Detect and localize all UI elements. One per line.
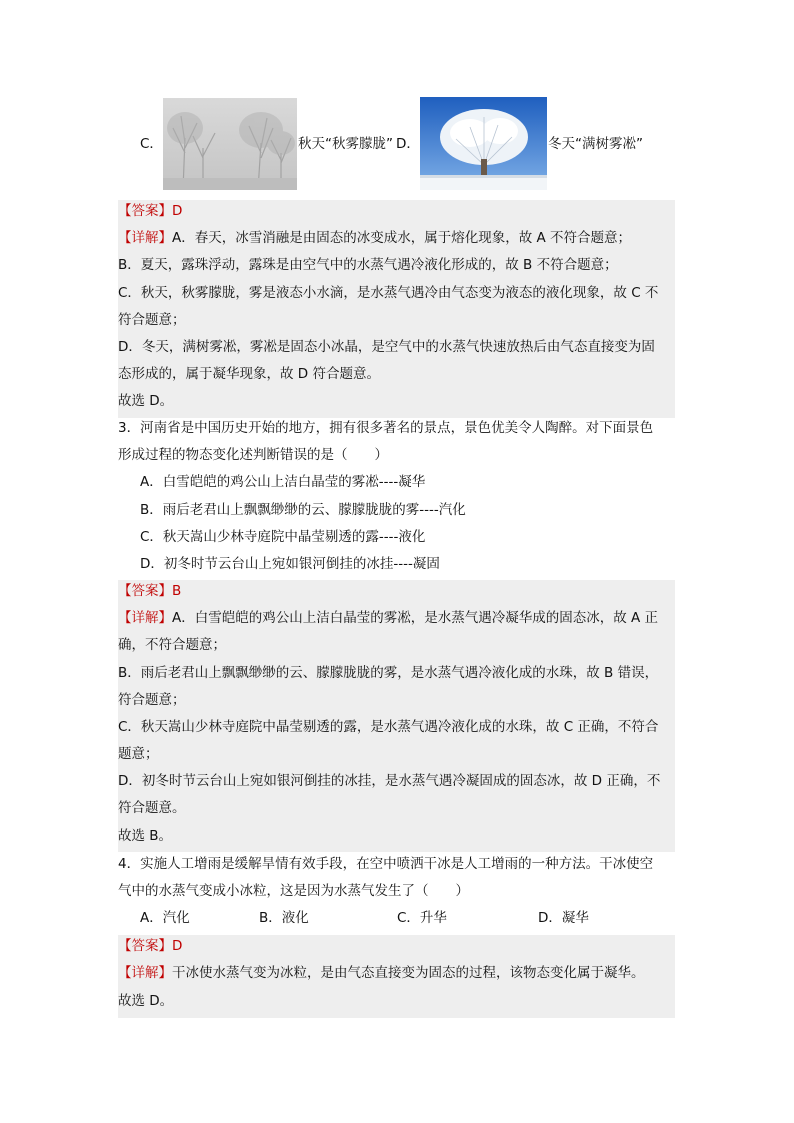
q2-detail-line-2: B．夏天，露珠浮动，露珠是由空气中的水蒸气遇冷液化形成的，故 B 不符合题意； [118, 257, 618, 273]
q4-option-a: A．汽化 [140, 910, 190, 926]
answer-tag: 【答案】 [118, 203, 172, 219]
q4-conclusion: 故选 D。 [118, 993, 174, 1009]
answer-value: D [172, 938, 183, 954]
q3-detail-line-1 [118, 608, 658, 628]
option-d-label: D． [396, 136, 420, 152]
option-c-label: C． [140, 136, 163, 152]
answer-tag: 【答案】 [118, 938, 172, 954]
q3-option-d: D．初冬时节云台山上宛如银河倒挂的冰挂----凝固 [140, 556, 440, 572]
detail-text: A．白雪皑皑的鸡公山上洁白晶莹的雾凇，是水蒸气遇冷凝华成的固态冰，故 A 正 [172, 610, 659, 626]
option-d-caption: 冬天“满树雾凇” [548, 136, 643, 152]
q2-detail-line-3: C．秋天，秋雾朦胧，雾是液态小水滴，是水蒸气遇冷由气态变为液态的液化现象，故 C 不 [118, 285, 659, 301]
answer-tag: 【答案】 [118, 583, 172, 599]
rime-tree-image [420, 97, 547, 190]
q2-detail-line-1 [118, 228, 631, 248]
q3-stem-line-2: 形成过程的物态变化述判断错误的是（ ） [118, 447, 388, 463]
q3-option-c: C．秋天嵩山少林寺庭院中晶莹剔透的露----液化 [140, 529, 426, 545]
q3-answer [118, 581, 181, 601]
q3-detail-line-7: D．初冬时节云台山上宛如银河倒挂的冰挂，是水蒸气遇冷凝固成的固态冰，故 D 正确，不 [118, 773, 661, 789]
answer-value: B [172, 583, 182, 599]
q3-option-b: B．雨后老君山上飘飘缈缈的云、朦朦胧胧的雾----汽化 [140, 502, 466, 518]
detail-tag: 【详解】 [118, 230, 172, 246]
foggy-trees-image [163, 98, 297, 190]
q2-detail-line-5: D．冬天，满树雾凇，雾凇是固态小冰晶，是空气中的水蒸气快速放热后由气态直接变为固 [118, 339, 655, 355]
answer-value: D [172, 203, 183, 219]
q3-detail-line-2: 确，不符合题意； [118, 637, 226, 653]
q3-detail-line-8: 符合题意。 [118, 800, 186, 816]
detail-text: 干冰使水蒸气变为冰粒，是由气态直接变为固态的过程，该物态变化属于凝华。 [172, 965, 645, 981]
q3-stem-line-1: 3．河南省是中国历史开始的地方，拥有很多著名的景点，景色优美令人陶醉。对下面景色 [118, 420, 654, 436]
q4-option-c: C．升华 [397, 910, 447, 926]
q3-detail-line-3: B．雨后老君山上飘飘缈缈的云、朦朦胧胧的雾，是水蒸气遇冷液化成的水珠，故 B 错误， [118, 665, 659, 681]
q2-answer [118, 201, 182, 221]
q4-detail-line-1 [118, 963, 645, 983]
q3-detail-line-4: 符合题意； [118, 692, 186, 708]
q4-option-b: B．液化 [259, 910, 309, 926]
detail-text: A．春天，冰雪消融是由固态的冰变成水，属于熔化现象，故 A 不符合题意； [172, 230, 632, 246]
q4-stem-line-1: 4．实施人工增雨是缓解旱情有效手段，在空中喷洒干冰是人工增雨的一种方法。干冰使空 [118, 856, 654, 872]
q2-conclusion: 故选 D。 [118, 393, 174, 409]
q2-detail-line-4: 符合题意； [118, 312, 186, 328]
q2-detail-line-6: 态形成的，属于凝华现象，故 D 符合题意。 [118, 366, 380, 382]
q3-conclusion: 故选 B。 [118, 828, 173, 844]
detail-tag: 【详解】 [118, 610, 172, 626]
q3-detail-line-6: 题意； [118, 746, 159, 762]
q3-detail-line-5: C．秋天嵩山少林寺庭院中晶莹剔透的露，是水蒸气遇冷液化成的水珠，故 C 正确，不符合 [118, 719, 659, 735]
q4-answer [118, 936, 182, 956]
q3-option-a: A．白雪皑皑的鸡公山上洁白晶莹的雾凇----凝华 [140, 474, 426, 490]
option-c-caption: 秋天“秋雾朦胧” [298, 136, 393, 152]
q4-stem-line-2: 气中的水蒸气变成小冰粒，这是因为水蒸气发生了（ ） [118, 883, 469, 899]
detail-tag: 【详解】 [118, 965, 172, 981]
q4-option-d: D．凝华 [538, 910, 589, 926]
